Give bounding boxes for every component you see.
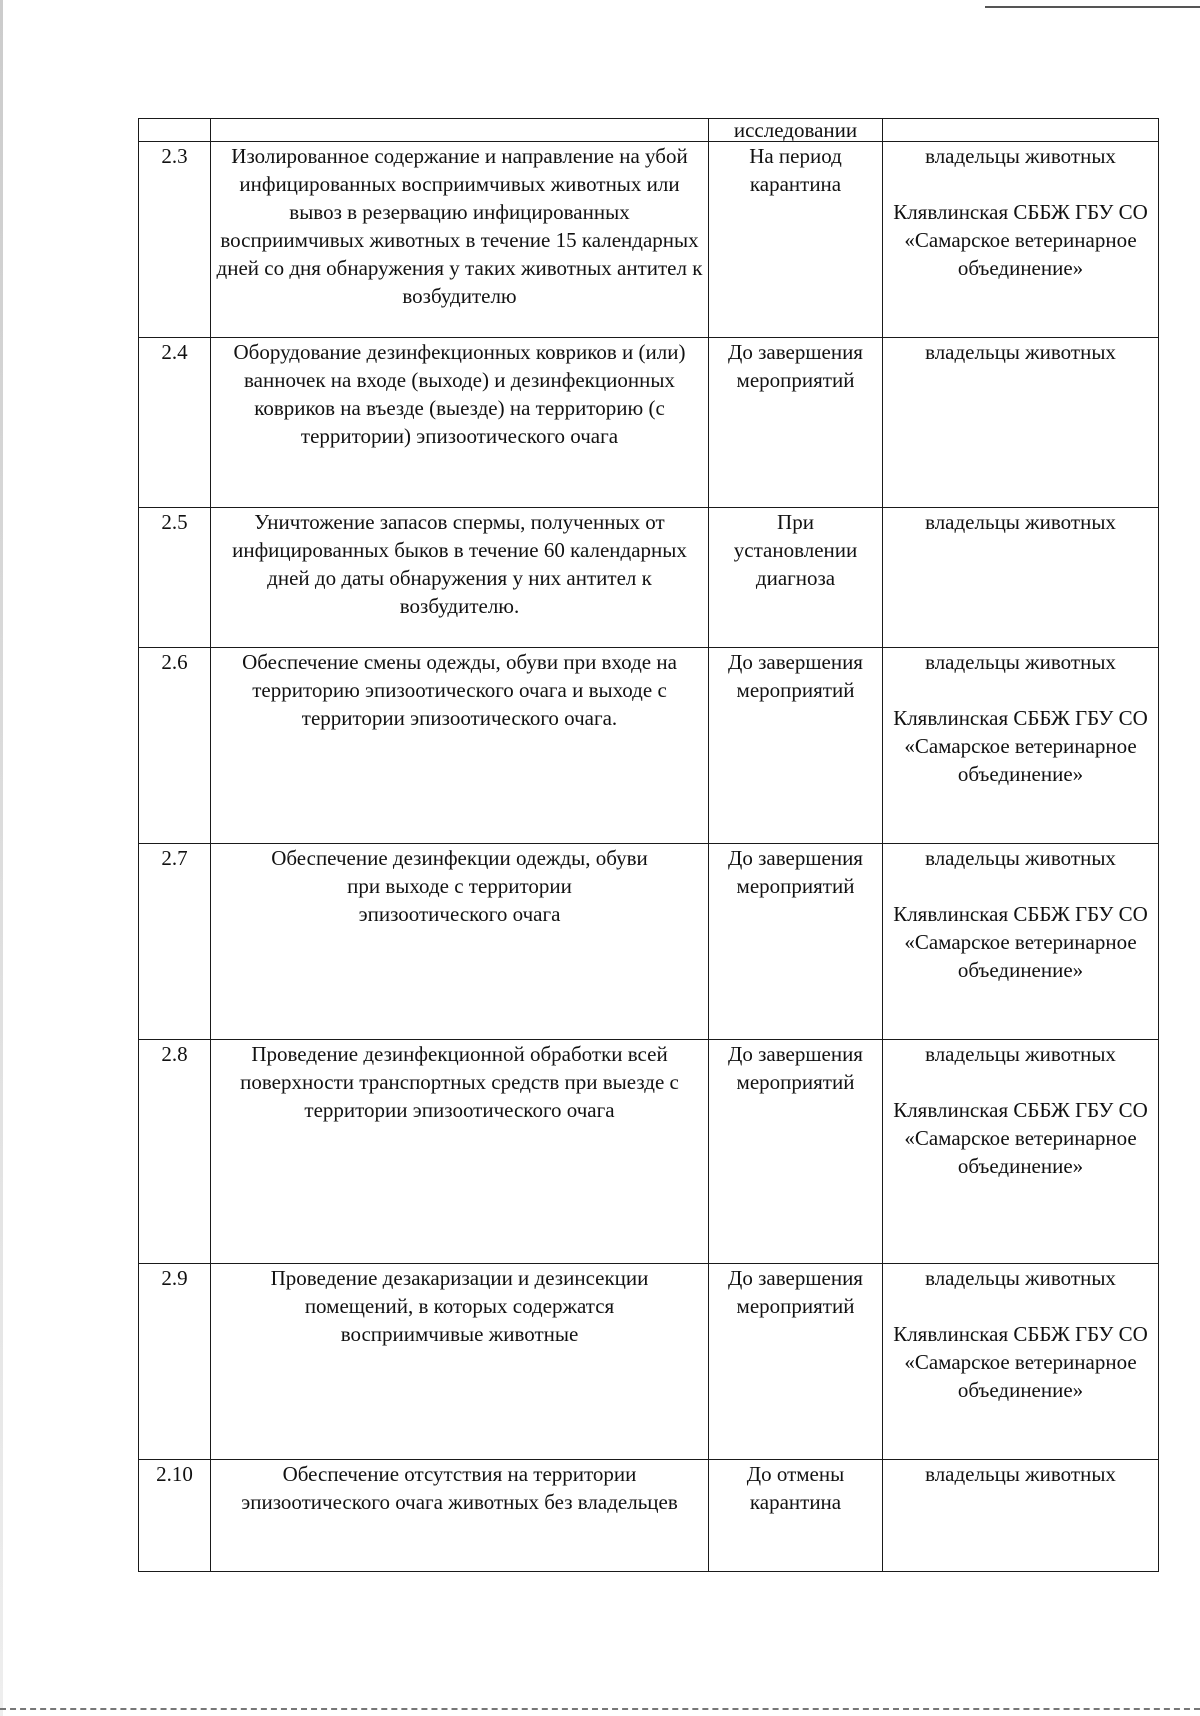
- table-row: [139, 338, 1159, 508]
- responsible-org: Клявлинская СББЖ ГБУ СО «Самарское ветеринарное объединение»: [893, 902, 1148, 982]
- cell-deadline: До отмены карантина: [709, 1460, 883, 1572]
- cell-responsible: [883, 844, 1159, 1040]
- responsible-org: Клявлинская СББЖ ГБУ СО «Самарское ветеринарное объединение»: [893, 1098, 1148, 1178]
- responsible-owners: владельцы животных: [925, 340, 1116, 364]
- table-row: [139, 1460, 1159, 1572]
- cell-deadline: При установлении диагноза: [709, 508, 883, 648]
- measures-table: [138, 118, 1159, 1572]
- cell-deadline: До завершения мероприятий: [709, 648, 883, 844]
- responsible-owners: владельцы животных: [925, 1042, 1116, 1066]
- cell-deadline: На период карантина: [709, 142, 883, 338]
- cell-deadline: До завершения мероприятий: [709, 338, 883, 508]
- cell-action: Уничтожение запасов спермы, полученных от инфицированных быков в течение 60 календарных дней до даты обнаружения у них антител к возбудителю.: [211, 508, 709, 648]
- cell-num: 2.7: [139, 844, 211, 1040]
- responsible-owners: владельцы животных: [925, 846, 1116, 870]
- cell-num: [139, 119, 211, 142]
- cell-action: Обеспечение отсутствия на территории эпизоотического очага животных без владельцев: [211, 1460, 709, 1572]
- scan-edge-top: [985, 0, 1200, 8]
- responsible-org: Клявлинская СББЖ ГБУ СО «Самарское ветеринарное объединение»: [893, 1322, 1148, 1402]
- cell-deadline: До завершения мероприятий: [709, 1040, 883, 1264]
- cell-action: Проведение дезинфекционной обработки всей поверхности транспортных средств при выезде с территории эпизоотического очага: [211, 1040, 709, 1264]
- table-row: [139, 142, 1159, 338]
- cell-num: 2.9: [139, 1264, 211, 1460]
- table-row-continuation: [139, 119, 1159, 142]
- cell-num: 2.10: [139, 1460, 211, 1572]
- cell-action: Обеспечение смены одежды, обуви при входе на территорию эпизоотического очага и выходе с территории эпизоотического очага.: [211, 648, 709, 844]
- table-row: [139, 844, 1159, 1040]
- cell-responsible: [883, 119, 1159, 142]
- cell-deadline: исследовании: [709, 119, 883, 142]
- responsible-owners: владельцы животных: [925, 144, 1116, 168]
- cell-responsible: [883, 1040, 1159, 1264]
- cell-action: Проведение дезакаризации и дезинсекции помещений, в которых содержатся восприимчивые животные: [211, 1264, 709, 1460]
- cell-responsible: [883, 648, 1159, 844]
- cell-action: Оборудование дезинфекционных ковриков и (или) ванночек на входе (выходе) и дезинфекционных ковриков на въезде (выезде) на территорию (с территории) эпизоотического очага: [211, 338, 709, 508]
- responsible-owners: владельцы животных: [925, 1266, 1116, 1290]
- scan-edge-left: [0, 0, 3, 1716]
- cell-responsible: [883, 142, 1159, 338]
- cell-responsible: [883, 508, 1159, 648]
- cell-responsible: [883, 338, 1159, 508]
- cell-action: Обеспечение дезинфекции одежды, обуви при выходе с территории эпизоотического очага: [211, 844, 709, 1040]
- responsible-owners: владельцы животных: [925, 1462, 1116, 1486]
- responsible-org: Клявлинская СББЖ ГБУ СО «Самарское ветеринарное объединение»: [893, 706, 1148, 786]
- cell-deadline: До завершения мероприятий: [709, 1264, 883, 1460]
- cell-num: 2.8: [139, 1040, 211, 1264]
- cell-num: 2.3: [139, 142, 211, 338]
- scan-edge-bottom: [0, 1708, 1200, 1710]
- cell-num: 2.6: [139, 648, 211, 844]
- table-row: [139, 1040, 1159, 1264]
- responsible-org: Клявлинская СББЖ ГБУ СО «Самарское ветеринарное объединение»: [893, 200, 1148, 280]
- cell-responsible: [883, 1460, 1159, 1572]
- table-row: [139, 508, 1159, 648]
- cell-deadline: До завершения мероприятий: [709, 844, 883, 1040]
- responsible-owners: владельцы животных: [925, 510, 1116, 534]
- cell-action: [211, 119, 709, 142]
- cell-num: 2.5: [139, 508, 211, 648]
- table-row: [139, 648, 1159, 844]
- responsible-owners: владельцы животных: [925, 650, 1116, 674]
- cell-action: Изолированное содержание и направление на убой инфицированных восприимчивых животных или вывоз в резервацию инфицированных восприимчивых животных в течение 15 календарных дней со дня обнаружения у таких животных антител к возбудителю: [211, 142, 709, 338]
- cell-num: 2.4: [139, 338, 211, 508]
- cell-responsible: [883, 1264, 1159, 1460]
- table-row: [139, 1264, 1159, 1460]
